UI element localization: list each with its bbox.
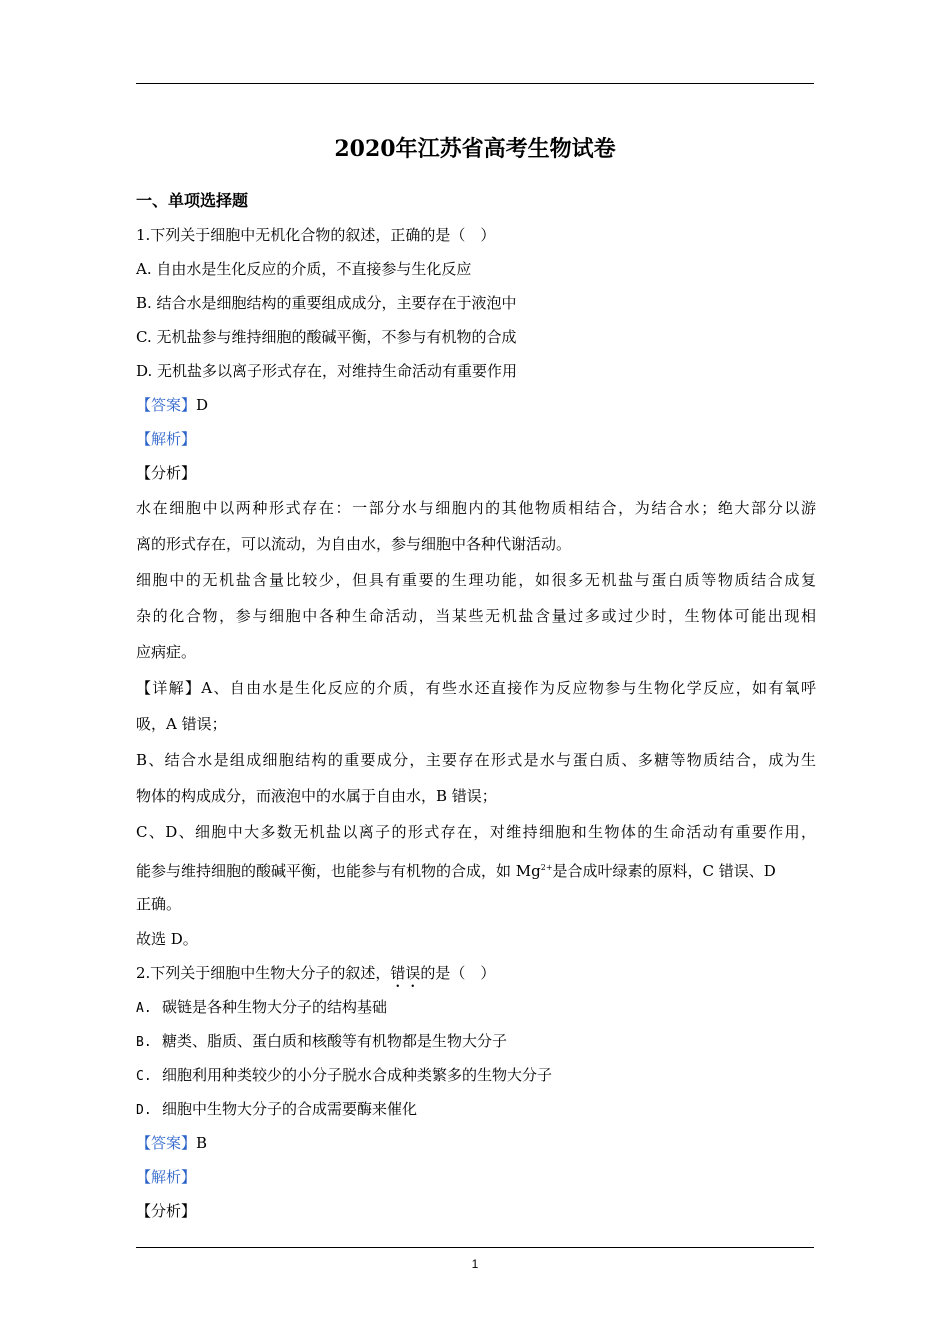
q1-detail-label: 【详解】 [136,679,202,697]
q2-option-c-letter: C. [136,1069,152,1084]
q1-answer-label: 【答案】 [136,396,197,414]
q1-answer-value: D [196,396,209,414]
q1-detail-cd-line3: 正确。 [136,895,182,913]
q1-p2-line2: 杂的化合物，参与细胞中各种生命活动，当某些无机盐含量过多或过少时，生物体可能出现相 [136,607,816,625]
q1-detail-line2: 吸，A 错误； [136,715,227,733]
q1-stem: 1.下列关于细胞中无机化合物的叙述，正确的是（ ） [136,226,496,244]
q2-option-b-letter: B. [136,1035,152,1050]
document-body [136,184,816,1228]
q2-stem-emphasis: 错误 [390,964,421,982]
page-title: 2020年江苏省高考生物试卷 [334,136,616,162]
q2-option-b-text: 糖类、脂质、蛋白质和核酸等有机物都是生物大分子 [162,1032,508,1050]
q2-stem-post: 的是（ ） [420,964,496,982]
q1-conclusion: 故选 D。 [136,930,198,948]
footer-rule [136,1247,814,1248]
q2-stem-pre: 2.下列关于细胞中生物大分子的叙述， [136,964,391,982]
q2-option-a-text: 碳链是各种生物大分子的结构基础 [162,998,388,1016]
q1-answer [136,388,816,422]
q2-option-d [136,1092,816,1126]
q2-analysis-label: 【解析】 [136,1168,197,1186]
q1-detail-cd-line1: C、D、细胞中大多数无机盐以离子的形式存在，对维持细胞和生物体的生命活动有重要作用， [136,823,816,841]
q1-detail-cd-line2 [136,850,816,886]
q2-answer-label: 【答案】 [136,1134,197,1152]
q1-analysis-head: 【分析】 [136,464,197,482]
q2-analysis-head: 【分析】 [136,1202,197,1220]
q1-detail-line1 [136,670,816,706]
header-rule [136,83,814,84]
q1-detail-cd-text-b: 是合成叶绿素的原料，C 错误、D [552,862,776,880]
q2-option-a [136,990,816,1024]
q1-detail-b-line1: B、结合水是组成细胞结构的重要成分，主要存在形式是水与蛋白质、多糖等物质结合，成为生 [136,751,816,769]
q1-option-d: D. 无机盐多以离子形式存在，对维持生命活动有重要作用 [136,362,518,380]
q1-option-a: A. 自由水是生化反应的介质，不直接参与生化反应 [136,260,472,278]
q1-p2-line1: 细胞中的无机盐含量比较少，但具有重要的生理功能，如很多无机盐与蛋白质等物质结合成复 [136,571,816,589]
q1-analysis-label: 【解析】 [136,430,197,448]
q1-detail-text: A、自由水是生化反应的介质，有些水还直接作为反应物参与生物化学反应，如有氧呼 [201,679,816,697]
q1-option-c: C. 无机盐参与维持细胞的酸碱平衡，不参与有机物的合成 [136,328,517,346]
q2-option-c [136,1058,816,1092]
q1-p1-line1: 水在细胞中以两种形式存在：一部分水与细胞内的其他物质相结合，为结合水；绝大部分以游 [136,499,816,517]
q1-detail-cd-text-a: 能参与维持细胞的酸碱平衡，也能参与有机物的合成，如 Mg [136,862,541,880]
q2-option-d-letter: D. [136,1103,152,1118]
q1-detail-b-line2: 物体的构成成分，而液泡中的水属于自由水，B 错误； [136,787,497,805]
q1-p2-line3: 应病症。 [136,643,197,661]
q2-option-b [136,1024,816,1058]
q1-option-b: B. 结合水是细胞结构的重要组成成分，主要存在于液泡中 [136,294,517,312]
q1-p1-line2: 离的形式存在，可以流动，为自由水，参与细胞中各种代谢活动。 [136,535,572,553]
section-heading: 一、单项选择题 [136,191,249,210]
q2-option-c-text: 细胞利用种类较少的小分子脱水合成种类繁多的生物大分子 [162,1066,553,1084]
q2-option-a-letter: A. [136,1001,152,1016]
q2-answer-value: B [196,1134,208,1152]
q2-answer [136,1126,816,1160]
q2-stem [136,956,816,990]
q2-option-d-text: 细胞中生物大分子的合成需要酶来催化 [162,1100,418,1118]
q1-detail-cd-superscript: 2+ [540,863,553,872]
page-number: 1 [471,1257,479,1271]
